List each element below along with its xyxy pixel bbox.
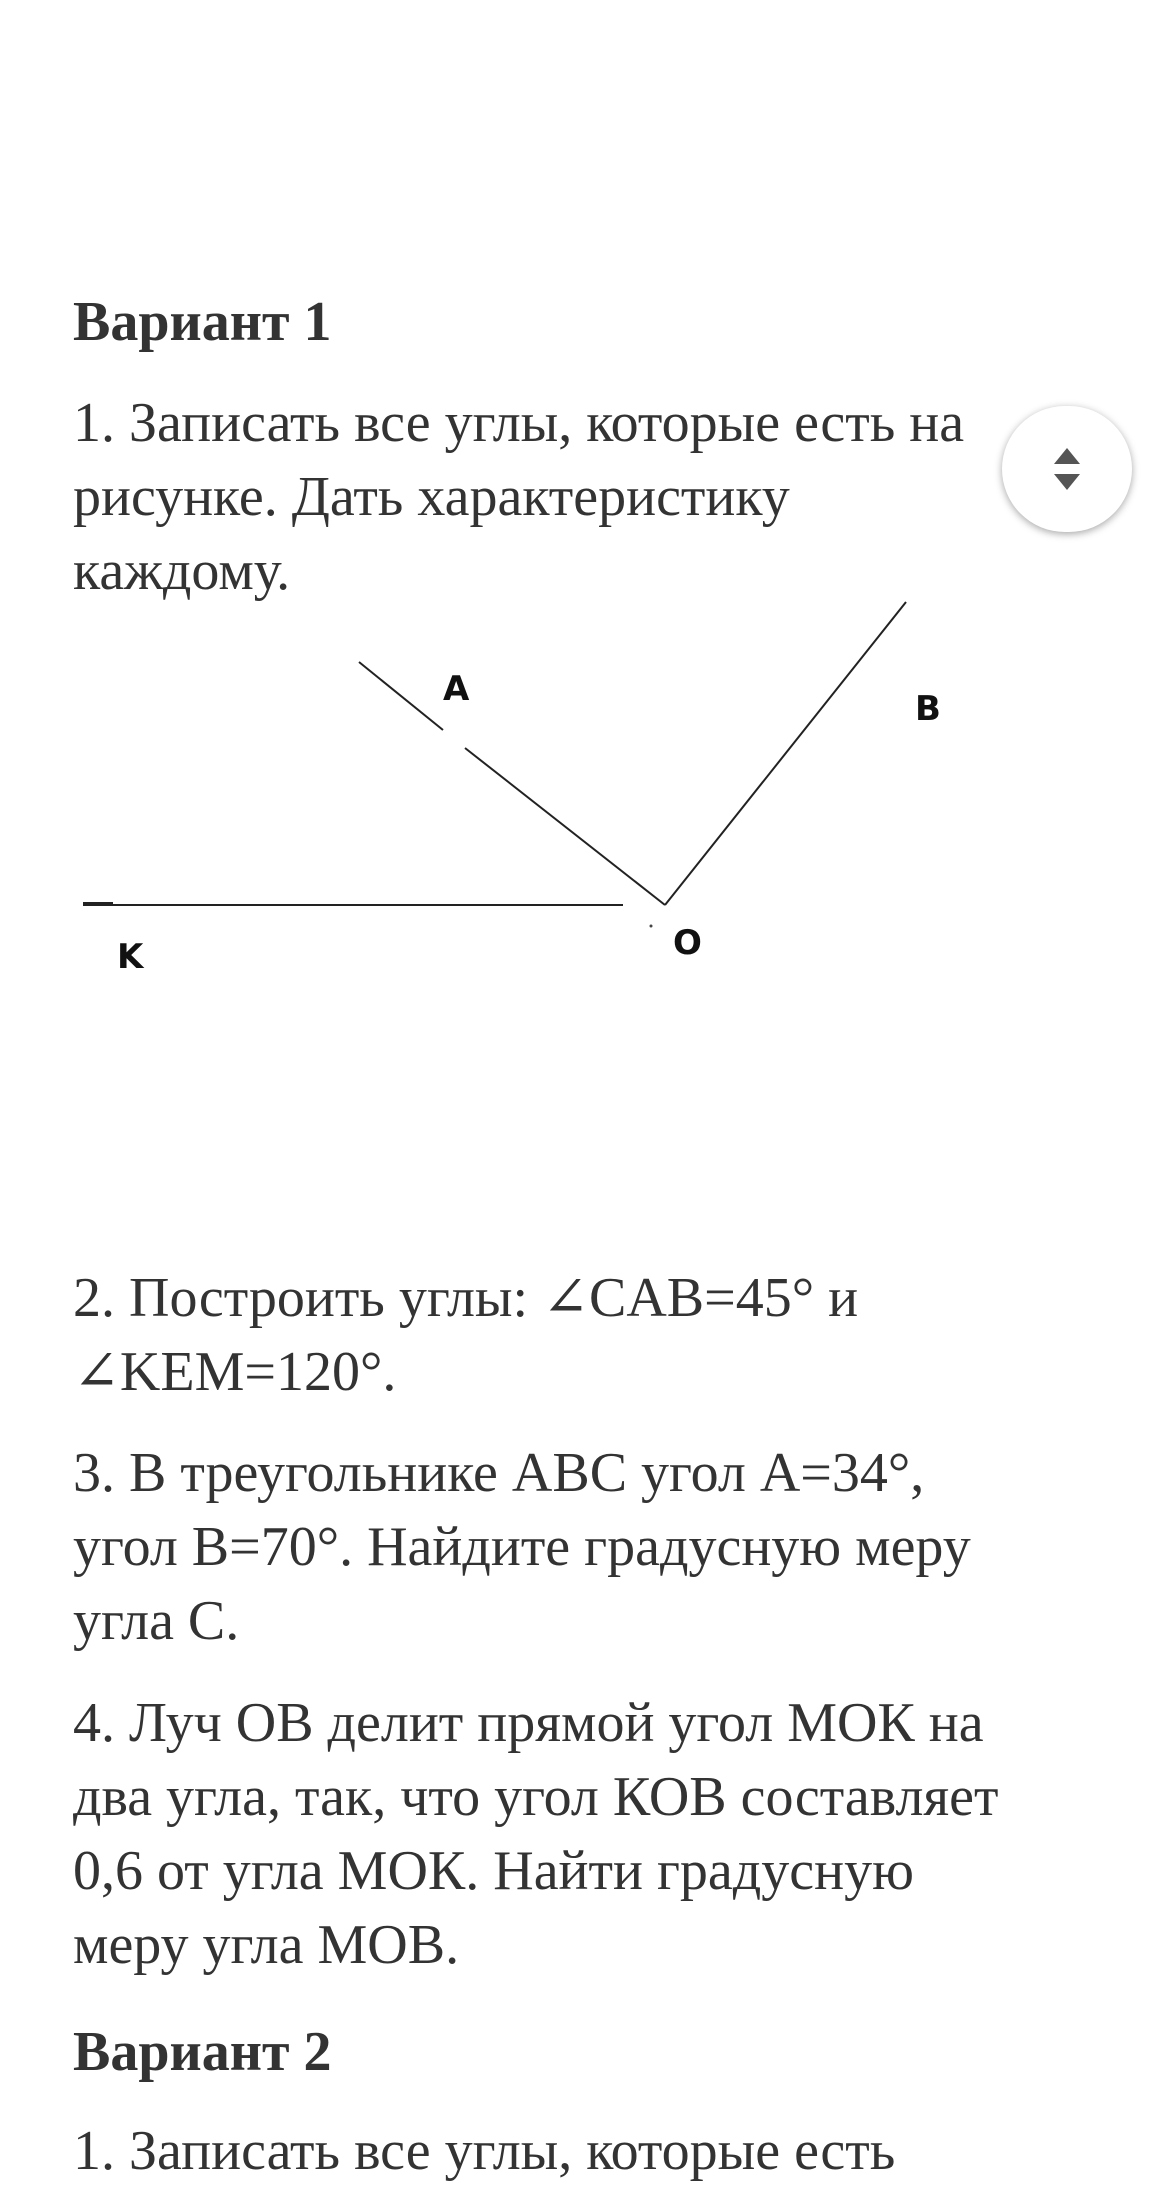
label-o: O — [673, 923, 702, 963]
variant-2-heading: Вариант 2 — [73, 2021, 332, 2083]
ray-ob — [665, 602, 906, 905]
task-4-text: 4. Луч ОВ делит прямой угол МОК на два угла, так, что угол КОВ составляет 0,6 от угла МОК. Найти градусную меру угла МОВ. — [73, 1692, 999, 1976]
vertex-dot — [650, 925, 653, 928]
variant-2-task-1-text: 1. Записать все углы, которые есть — [73, 2120, 896, 2182]
task-1-text: 1. Записать все углы, которые есть на рисунке. Дать характеристику каждому. — [73, 392, 965, 602]
ray-oa-upper — [359, 662, 443, 730]
label-b: B — [915, 689, 941, 729]
scroll-button[interactable] — [1002, 406, 1132, 532]
task-2-text: 2. Построить углы: ∠CAB=45° и ∠KEM=120°. — [73, 1267, 859, 1403]
variant-1-heading: Вариант 1 — [73, 291, 332, 353]
label-k: K — [117, 937, 144, 977]
up-down-arrows-icon — [1040, 444, 1094, 494]
angle-figure — [73, 669, 973, 1131]
ray-oa-lower — [465, 748, 665, 905]
label-a: A — [443, 669, 470, 709]
task-3-text: 3. В треугольнике АВС угол А=34°, угол В=70°. Найдите градусную меру угла С. — [73, 1442, 971, 1652]
angle-diagram — [73, 669, 973, 1126]
